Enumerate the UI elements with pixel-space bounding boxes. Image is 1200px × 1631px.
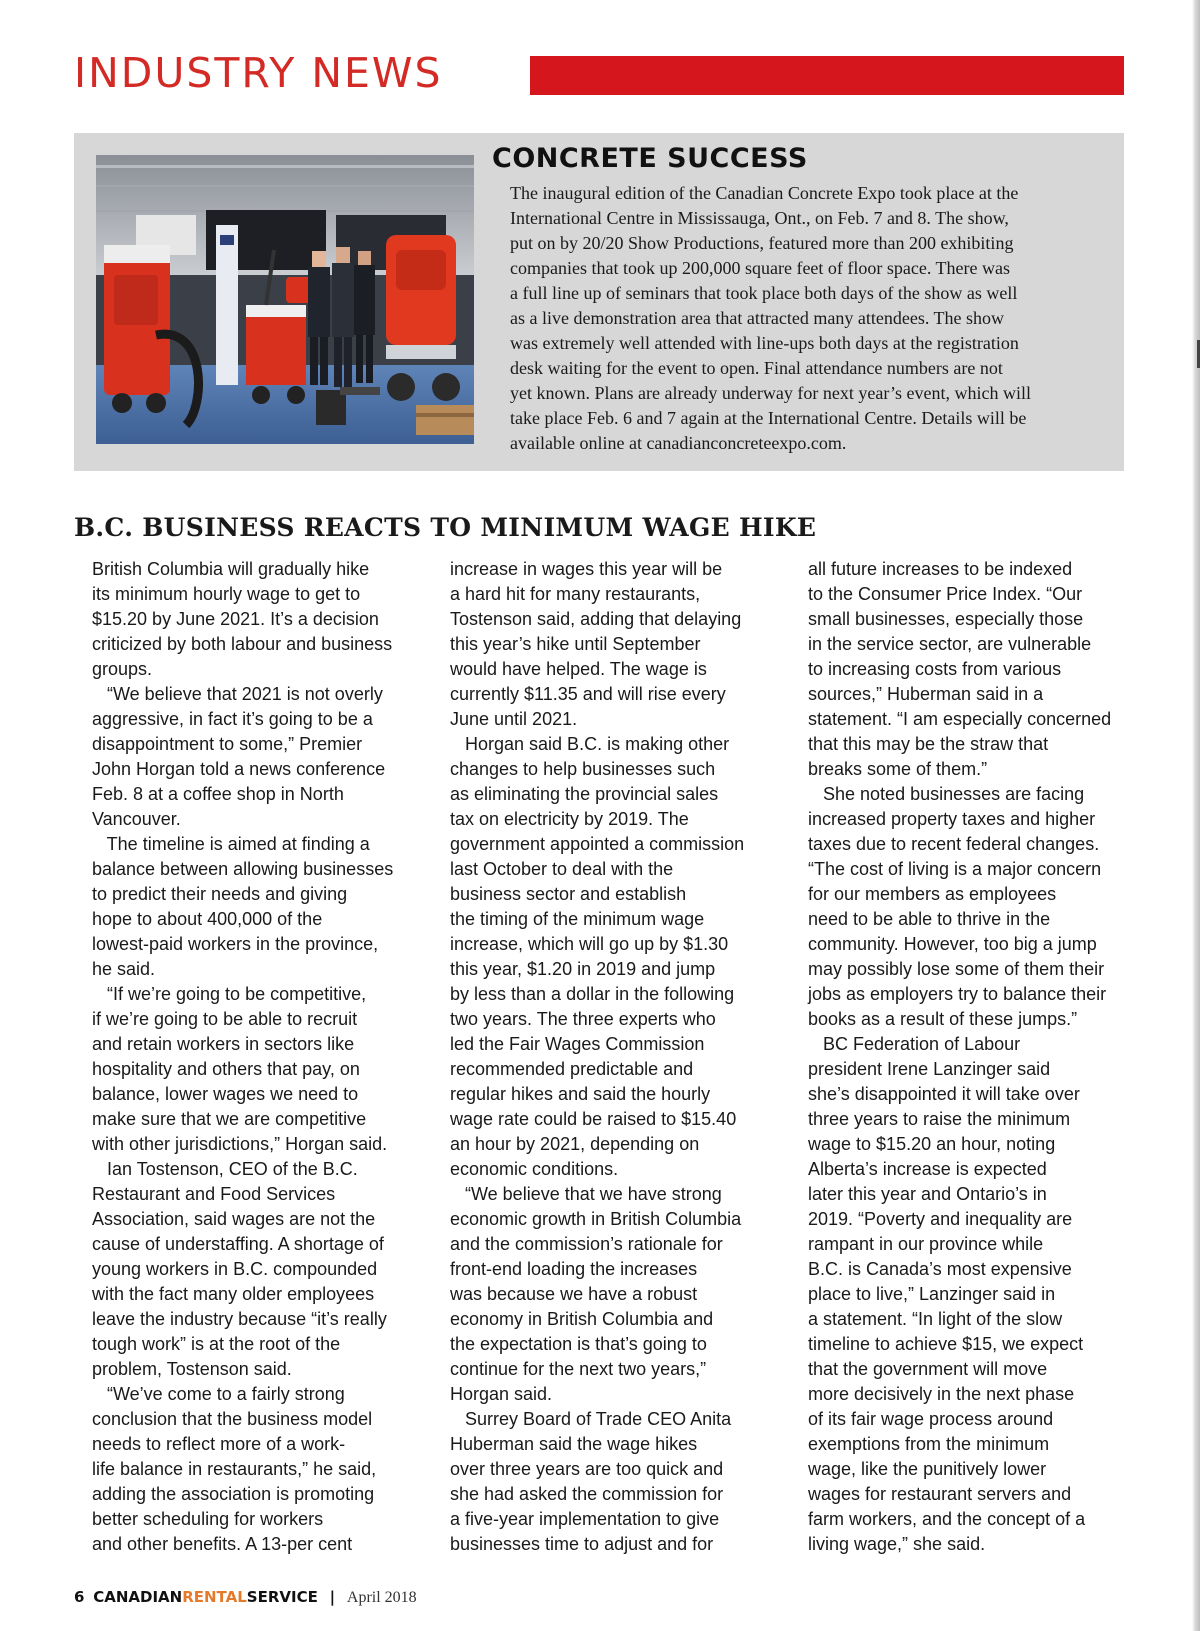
text-line: leave the industry because “it’s really — [92, 1309, 387, 1329]
text-line: statement. “I am especially concerned — [808, 709, 1112, 729]
brand-name-part3: SERVICE — [246, 1588, 318, 1606]
trade-show-photo — [96, 155, 474, 444]
text-line: she had asked the commission for — [450, 1484, 724, 1504]
text-line: economic conditions. — [450, 1159, 619, 1179]
text-line: wage rate could be raised to $15.40 — [450, 1109, 737, 1129]
article-column-2 — [450, 557, 790, 1557]
text-line: more decisively in the next phase — [808, 1384, 1075, 1404]
text-line: and other benefits. A 13-per cent — [92, 1534, 353, 1554]
text-line: would have helped. The wage is — [450, 659, 707, 679]
text-line: books as a result of these jumps.” — [808, 1009, 1078, 1029]
page-number: 6 — [74, 1588, 85, 1606]
text-line: hospitality and others that pay, on — [92, 1059, 360, 1079]
text-line: Alberta’s increase is expected — [808, 1159, 1047, 1179]
text-line: Horgan said B.C. is making other — [450, 734, 730, 754]
text-line: 2019. “Poverty and inequality are — [808, 1209, 1073, 1229]
text-line: he said. — [92, 959, 156, 979]
brand-name-part1: CANADIAN — [93, 1588, 183, 1606]
article-column-3 — [808, 557, 1148, 1557]
text-line: put on by 20/20 Show Productions, featured more than 200 exhibiting — [510, 233, 1014, 253]
text-line: take place Feb. 6 and 7 again at the International Centre. Details will be — [510, 408, 1027, 428]
text-line: exemptions from the minimum — [808, 1434, 1050, 1454]
text-line: two years. The three experts who — [450, 1009, 716, 1029]
text-line: an hour by 2021, depending on — [450, 1134, 700, 1154]
text-line: the expectation is that’s going to — [450, 1334, 707, 1354]
text-line: Feb. 8 at a coffee shop in North — [92, 784, 344, 804]
issue-date: April 2018 — [346, 1589, 417, 1606]
text-line: better scheduling for workers — [92, 1509, 324, 1529]
text-line: companies that took up 200,000 square feet of floor space. There was — [510, 258, 1011, 278]
text-line: to the Consumer Price Index. “Our — [808, 584, 1083, 604]
text-line: $15.20 by June 2021. It’s a decision — [92, 609, 379, 629]
text-line: recommended predictable and — [450, 1059, 694, 1079]
text-line: that the government will move — [808, 1359, 1048, 1379]
text-line: Ian Tostenson, CEO of the B.C. — [92, 1159, 358, 1179]
text-line: all future increases to be indexed — [808, 559, 1073, 579]
text-line: led the Fair Wages Commission — [450, 1034, 705, 1054]
text-line: rampant in our province while — [808, 1234, 1044, 1254]
text-line: Horgan said. — [450, 1384, 553, 1404]
text-line: in the service sector, are vulnerable — [808, 634, 1092, 654]
text-line: changes to help businesses such — [450, 759, 716, 779]
text-line: a full line up of seminars that took place both days of the show as well — [510, 283, 1018, 303]
text-line: make sure that we are competitive — [92, 1109, 367, 1129]
text-line: Restaurant and Food Services — [92, 1184, 336, 1204]
text-line: adding the association is promoting — [92, 1484, 375, 1504]
text-line: Huberman said the wage hikes — [450, 1434, 698, 1454]
text-line: with other jurisdictions,” Horgan said. — [92, 1134, 388, 1154]
feature-box — [74, 133, 1124, 471]
text-line: currently $11.35 and will rise every — [450, 684, 726, 704]
text-line: for our members as employees — [808, 884, 1057, 904]
text-line: groups. — [92, 659, 153, 679]
text-line: may possibly lose some of them their — [808, 959, 1105, 979]
text-line: economy in British Columbia and — [450, 1309, 714, 1329]
text-line: cause of understaffing. A shortage of — [92, 1234, 384, 1254]
text-line: problem, Tostenson said. — [92, 1359, 292, 1379]
text-line: to increasing costs from various — [808, 659, 1062, 679]
text-line: farm workers, and the concept of a — [808, 1509, 1086, 1529]
text-line: sources,” Huberman said in a — [808, 684, 1044, 704]
text-line: and the commission’s rationale for — [450, 1234, 723, 1254]
text-line: over three years are too quick and — [450, 1459, 724, 1479]
text-line: June until 2021. — [450, 709, 578, 729]
text-line: increased property taxes and higher — [808, 809, 1096, 829]
text-line: yet known. Plans are already underway for next year’s event, which will — [510, 383, 1031, 403]
text-line: increase in wages this year will be — [450, 559, 723, 579]
text-line: its minimum hourly wage to get to — [92, 584, 361, 604]
text-line: place to live,” Lanzinger said in — [808, 1284, 1056, 1304]
text-line: a hard hit for many restaurants, — [450, 584, 701, 604]
text-line: this year, $1.20 in 2019 and jump — [450, 959, 716, 979]
text-line: tax on electricity by 2019. The — [450, 809, 689, 829]
text-line: desk waiting for the event to open. Final attendance numbers are not — [510, 358, 1003, 378]
text-line: as eliminating the provincial sales — [450, 784, 719, 804]
text-line: She noted businesses are facing — [808, 784, 1085, 804]
text-line: “We’ve come to a fairly strong — [92, 1384, 345, 1404]
text-line: conclusion that the business model — [92, 1409, 373, 1429]
text-line: wage to $15.20 an hour, noting — [808, 1134, 1056, 1154]
text-line: Association, said wages are not the — [92, 1209, 376, 1229]
text-line: president Irene Lanzinger said — [808, 1059, 1051, 1079]
text-line: small businesses, especially those — [808, 609, 1084, 629]
text-line: timeline to achieve $15, we expect — [808, 1334, 1084, 1354]
text-line: John Horgan told a news conference — [92, 759, 386, 779]
text-line: “The cost of living is a major concern — [808, 859, 1102, 879]
text-line: “If we’re going to be competitive, — [92, 984, 367, 1004]
footer-separator: | — [329, 1588, 336, 1606]
text-line: this year’s hike until September — [450, 634, 701, 654]
text-line: “We believe that we have strong — [450, 1184, 722, 1204]
text-line: was extremely well attended with line-ups both days at the registration — [510, 333, 1019, 353]
section-title: INDUSTRY NEWS — [74, 49, 443, 97]
text-line: economic growth in British Columbia — [450, 1209, 742, 1229]
text-line: later this year and Ontario’s in — [808, 1184, 1047, 1204]
text-line: was because we have a robust — [450, 1284, 698, 1304]
text-line: Surrey Board of Trade CEO Anita — [450, 1409, 732, 1429]
text-line: balance, lower wages we need to — [92, 1084, 359, 1104]
text-line: taxes due to recent federal changes. — [808, 834, 1100, 854]
text-line: lowest-paid workers in the province, — [92, 934, 379, 954]
text-line: and retain workers in sectors like — [92, 1034, 355, 1054]
text-line: disappointment to some,” Premier — [92, 734, 363, 754]
text-line: she’s disappointed it will take over — [808, 1084, 1080, 1104]
text-line: Tostenson said, adding that delaying — [450, 609, 742, 629]
text-line: BC Federation of Labour — [808, 1034, 1021, 1054]
text-line: life balance in restaurants,” he said, — [92, 1459, 377, 1479]
text-line: criticized by both labour and business — [92, 634, 393, 654]
text-line: needs to reflect more of a work- — [92, 1434, 346, 1454]
text-line: wages for restaurant servers and — [808, 1484, 1072, 1504]
feature-headline: CONCRETE SUCCESS — [492, 143, 808, 174]
text-line: with the fact many older employees — [92, 1284, 375, 1304]
text-line: by less than a dollar in the following — [450, 984, 735, 1004]
text-line: government appointed a commission — [450, 834, 745, 854]
text-line: three years to raise the minimum — [808, 1109, 1071, 1129]
text-line: jobs as employers try to balance their — [808, 984, 1107, 1004]
text-line: The timeline is aimed at finding a — [92, 834, 370, 854]
text-line: increase, which will go up by $1.30 — [450, 934, 729, 954]
text-line: continue for the next two years,” — [450, 1359, 707, 1379]
text-line: of its fair wage process around — [808, 1409, 1054, 1429]
text-line: balance between allowing businesses — [92, 859, 394, 879]
page-footer — [74, 1587, 417, 1608]
text-line: the timing of the minimum wage — [450, 909, 705, 929]
section-title-bar — [530, 56, 1124, 95]
text-line: last October to deal with the — [450, 859, 674, 879]
article-headline: B.C. BUSINESS REACTS TO MINIMUM WAGE HIKE — [74, 513, 817, 542]
text-line: breaks some of them.” — [808, 759, 988, 779]
section-header — [74, 48, 1124, 98]
text-line: young workers in B.C. compounded — [92, 1259, 378, 1279]
text-line: available online at canadianconcreteexpo.com. — [510, 433, 847, 453]
text-line: business sector and establish — [450, 884, 687, 904]
text-line: a five-year implementation to give — [450, 1509, 720, 1529]
text-line: front-end loading the increases — [450, 1259, 698, 1279]
text-line: Vancouver. — [92, 809, 181, 829]
text-line: The inaugural edition of the Canadian Concrete Expo took place at the — [510, 183, 1019, 203]
text-line: to predict their needs and giving — [92, 884, 348, 904]
text-line: tough work” is at the root of the — [92, 1334, 341, 1354]
text-line: “We believe that 2021 is not overly — [92, 684, 383, 704]
text-line: that this may be the straw that — [808, 734, 1049, 754]
text-line: B.C. is Canada’s most expensive — [808, 1259, 1072, 1279]
text-line: a statement. “In light of the slow — [808, 1309, 1063, 1329]
page-edge — [1192, 0, 1200, 1631]
text-line: British Columbia will gradually hike — [92, 559, 370, 579]
text-line: if we’re going to be able to recruit — [92, 1009, 358, 1029]
article-column-1 — [92, 557, 432, 1557]
text-line: community. However, too big a jump — [808, 934, 1097, 954]
brand-name-part2: RENTAL — [182, 1588, 247, 1606]
text-line: aggressive, in fact it’s going to be a — [92, 709, 373, 729]
text-line: businesses time to adjust and for — [450, 1534, 714, 1554]
text-line: International Centre in Mississauga, Ont., on Feb. 7 and 8. The show, — [510, 208, 1009, 228]
text-line: regular hikes and said the hourly — [450, 1084, 711, 1104]
text-line: as a live demonstration area that attracted many attendees. The show — [510, 308, 1004, 328]
feature-body — [510, 181, 1090, 456]
text-line: need to be able to thrive in the — [808, 909, 1051, 929]
text-line: wage, like the punitively lower — [808, 1459, 1047, 1479]
text-line: hope to about 400,000 of the — [92, 909, 323, 929]
text-line: living wage,” she said. — [808, 1534, 986, 1554]
